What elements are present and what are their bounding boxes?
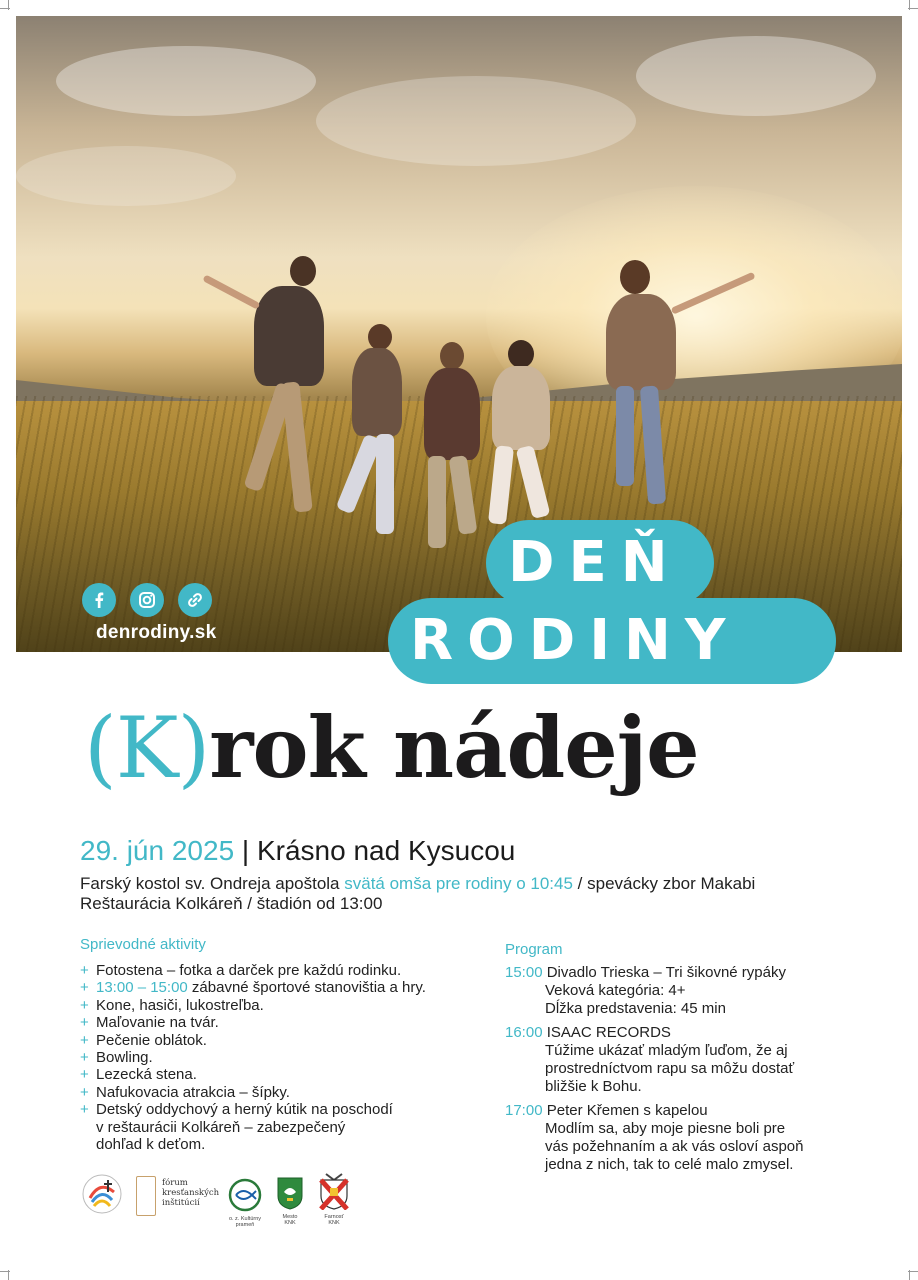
crop-mark — [8, 0, 9, 10]
cloud — [316, 76, 636, 166]
logo-word-den: DEŇ — [508, 530, 682, 595]
program-line: prostredníctvom rapu sa môžu dostať — [545, 1060, 795, 1077]
program-title: Divadlo Trieska – Tri šikovné rypáky — [546, 964, 786, 981]
venue-church: Farský kostol sv. Ondreja apoštola — [80, 874, 340, 893]
list-item: + Nafukovacia atrakcia – šípky. — [80, 1084, 426, 1101]
program-line: Veková kategória: 4+ — [545, 982, 686, 999]
program-line: jedna z nich, tak to celé malo zmysel. — [545, 1156, 794, 1173]
list-item-continuation: dohľad k deťom. — [96, 1136, 206, 1154]
list-item: + Fotostena – fotka a darček pre každú rodinku. — [80, 962, 426, 979]
crop-mark — [8, 1270, 9, 1280]
main-title — [84, 698, 699, 797]
cloud — [636, 36, 876, 116]
list-item: + Detský oddychový a herný kútik na poschodí — [80, 1101, 426, 1118]
forum-logo — [136, 1176, 220, 1216]
list-item: + Lezecká stena. — [80, 1066, 426, 1083]
venue-line-1 — [80, 874, 755, 894]
program-line: Túžime ukázať mladým ľuďom, že aj — [545, 1042, 788, 1059]
program-time: 17:00 — [505, 1102, 543, 1119]
event-place: Krásno nad Kysucou — [256, 835, 516, 866]
activities-heading: Sprievodné aktivity — [80, 936, 206, 953]
forum-line: fórum — [162, 1178, 188, 1188]
forum-line: kresťanských — [162, 1188, 220, 1198]
cloud — [56, 46, 316, 116]
program-title: ISAAC RECORDS — [546, 1024, 671, 1041]
list-item: + Pečenie oblátok. — [80, 1032, 426, 1049]
program-block — [505, 964, 786, 1018]
list-item: + 13:00 – 15:00 zábavné športové stanovištia a hry. — [80, 979, 426, 996]
partner-caption: KNK — [284, 1220, 296, 1226]
program-time: 16:00 — [505, 1024, 543, 1041]
program-time: 15:00 — [505, 964, 543, 981]
list-item-continuation: v reštaurácii Kolkáreň – zabezpečený — [96, 1118, 346, 1136]
partner-caption: o. z. Kultúrny — [228, 1216, 262, 1222]
logo-word-rodiny: RODINY — [410, 608, 740, 673]
event-date: 29. jún 2025 — [80, 835, 235, 866]
program-line: vás požehnaním a ak vás osloví aspoň — [545, 1138, 804, 1155]
title-prefix: (K) — [84, 699, 210, 797]
crop-mark — [909, 0, 910, 10]
separator: | — [241, 835, 250, 866]
program-heading: Program — [505, 941, 563, 958]
jubilee-logo — [80, 1172, 124, 1216]
hero-photo — [16, 16, 902, 652]
mass-time: svätá omša pre rodiny o 10:45 — [344, 874, 573, 893]
ichthys-logo — [228, 1178, 264, 1232]
list-item: + Bowling. — [80, 1049, 426, 1066]
list-item: + Kone, hasiči, lukostreľba. — [80, 997, 426, 1014]
partner-caption: prameň — [235, 1222, 255, 1228]
program-block — [505, 1102, 804, 1174]
program-line: Dĺžka predstavenia: 45 min — [545, 1000, 726, 1017]
facebook-icon[interactable] — [82, 583, 116, 617]
website-link[interactable]: denrodiny.sk — [96, 622, 217, 643]
program-line: Modlím sa, aby moje piesne boli pre — [545, 1120, 786, 1137]
program-title: Peter Křemen s kapelou — [546, 1102, 708, 1119]
cloud — [16, 146, 236, 206]
link-icon[interactable] — [178, 583, 212, 617]
instagram-icon[interactable] — [130, 583, 164, 617]
choir: / spevácky zbor Makabi — [577, 874, 756, 893]
venue-line-2: Reštaurácia Kolkáreň / štadión od 13:00 — [80, 894, 383, 913]
title-rest: rok nádeje — [209, 698, 699, 797]
partner-caption: Mesto — [282, 1214, 298, 1220]
parish-coat-of-arms — [316, 1172, 354, 1232]
partner-caption: KNK — [328, 1220, 340, 1226]
date-place-line — [80, 835, 515, 867]
list-item: + Maľovanie na tvár. — [80, 1014, 426, 1031]
forum-line: inštitúcií — [162, 1198, 200, 1208]
program-line: bližšie k Bohu. — [545, 1078, 642, 1095]
activities-list — [80, 962, 426, 1153]
program-block — [505, 1024, 794, 1096]
city-coat-of-arms — [276, 1176, 306, 1232]
crop-mark — [909, 1270, 910, 1280]
partner-caption: Farnosť — [324, 1214, 344, 1220]
